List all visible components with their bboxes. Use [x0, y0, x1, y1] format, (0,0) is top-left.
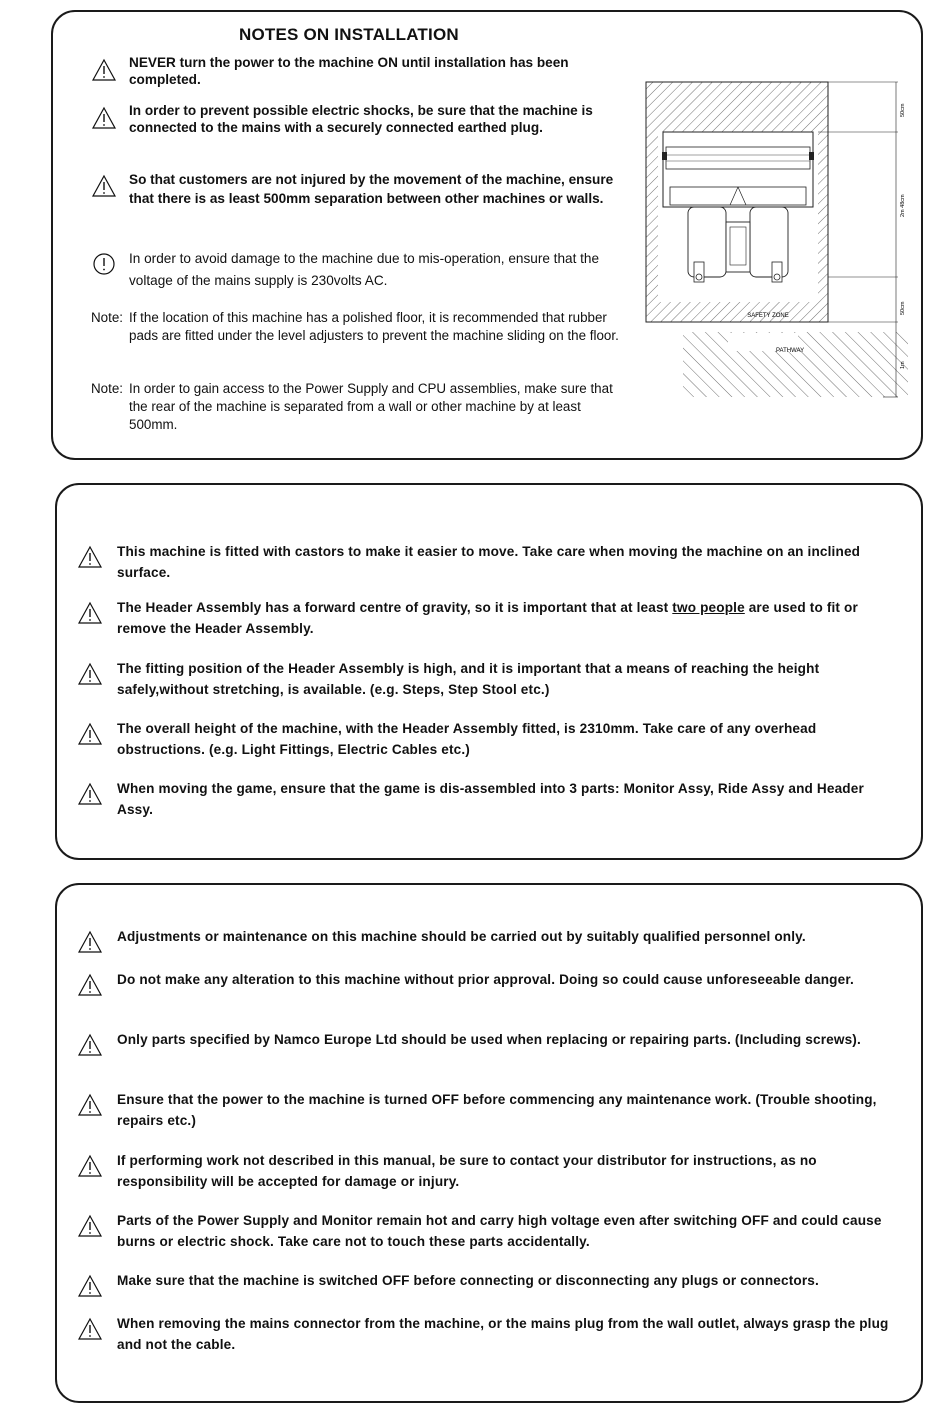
note-text: If the location of this machine has a polished floor, it is recommended that rubber pads are fitted under the level adjusters to prevent the machine sliding on the floor.	[129, 310, 619, 343]
warning-triangle-icon	[77, 1214, 103, 1238]
note-label: Note:	[91, 310, 124, 325]
warning-triangle-icon	[77, 1274, 103, 1298]
note-label: Note:	[91, 381, 124, 396]
warning-triangle-icon	[91, 174, 117, 198]
warning-text: Do not make any alteration to this machine without prior approval. Doing so could cause unforeseeable danger.	[117, 972, 854, 987]
warning-text: When moving the game, ensure that the game is dis-assembled into 3 parts: Monitor Assy, Ride Assy and Header Assy.	[117, 781, 864, 817]
dimension-middle: 2m 48cm	[900, 194, 906, 217]
warning-triangle-icon	[77, 930, 103, 954]
installation-notes-panel	[51, 10, 923, 460]
warning-text: NEVER turn the power to the machine ON until installation has been completed.	[129, 55, 569, 87]
warning-triangle-icon	[77, 601, 103, 625]
dimension-pathway: 1m	[900, 361, 906, 369]
warning-triangle-icon	[77, 545, 103, 569]
caution-text: In order to avoid damage to the machine due to mis-operation, ensure that the voltage of the mains supply is 230volts AC.	[129, 251, 600, 288]
warning-triangle-icon	[77, 1154, 103, 1178]
warning-text: When removing the mains connector from the machine, or the mains plug from the wall outlet, always grasp the plug and not the cable.	[117, 1316, 889, 1352]
warning-triangle-icon	[77, 1093, 103, 1117]
moving-warnings-panel	[55, 483, 923, 860]
warning-text: Only parts specified by Namco Europe Ltd should be used when replacing or repairing parts. (Including screws).	[117, 1032, 861, 1047]
warning-text: If performing work not described in this manual, be sure to contact your distributor for instructions, as no responsibility will be accepted for damage or injury.	[117, 1153, 817, 1189]
warning-text: Parts of the Power Supply and Monitor remain hot and carry high voltage even after switching OFF and could cause burns or electric shock. Take care not to touch these parts accidentally.	[117, 1213, 882, 1249]
warning-text: This machine is fitted with castors to make it easier to move. Take care when moving the machine on an inclined surface.	[117, 544, 861, 580]
section-title: NOTES ON INSTALLATION	[239, 25, 459, 44]
warning-text: Ensure that the power to the machine is turned OFF before commencing any maintenance work. (Trouble shooting, repairs etc.)	[117, 1092, 877, 1128]
warning-text: So that customers are not injured by the movement of the machine, ensure that there is as least 500mm separation between other machines or walls.	[129, 172, 614, 206]
warning-triangle-icon	[77, 722, 103, 746]
pathway-label: PATHWAY	[776, 348, 805, 354]
dimension-bottom: 50cm	[900, 301, 906, 315]
warning-triangle-icon	[77, 1317, 103, 1341]
dimension-top: 50cm	[900, 103, 906, 117]
warning-triangle-icon	[77, 782, 103, 806]
warning-triangle-icon	[77, 973, 103, 997]
machine-outline	[663, 132, 813, 207]
warning-text: The Header Assembly has a forward centre of gravity, so it is important that at least two people are used to fit or remove the Header Assembly.	[117, 600, 858, 636]
caution-circle-icon	[91, 252, 117, 276]
installation-diagram	[628, 77, 908, 407]
warning-text: The overall height of the machine, with the Header Assembly fitted, is 2310mm. Take care of any overhead obstructions. (e.g. Light Fittings, Electric Cables etc.)	[117, 721, 817, 757]
emphasis-two-people: two people	[672, 600, 745, 615]
maintenance-warnings-panel	[55, 883, 923, 1403]
note-text: In order to gain access to the Power Supply and CPU assemblies, make sure that the rear of the machine is separated from a wall or other machine by at least 500mm.	[129, 381, 613, 432]
warning-triangle-icon	[77, 662, 103, 686]
warning-triangle-icon	[91, 106, 117, 130]
warning-text: Adjustments or maintenance on this machine should be carried out by suitably qualified personnel only.	[117, 929, 806, 944]
warning-text: Make sure that the machine is switched OFF before connecting or disconnecting any plugs or connectors.	[117, 1273, 819, 1288]
safety-zone-label: SAFETY ZONE	[747, 313, 789, 319]
warning-triangle-icon	[91, 58, 117, 82]
warning-text: The fitting position of the Header Assembly is high, and it is important that a means of reaching the height safely,without stretching, is available. (e.g. Steps, Step Stool etc.)	[117, 661, 820, 697]
warning-text: In order to prevent possible electric shocks, be sure that the machine is connected to the mains with a securely connected earthed plug.	[129, 103, 593, 135]
warning-triangle-icon	[77, 1033, 103, 1057]
